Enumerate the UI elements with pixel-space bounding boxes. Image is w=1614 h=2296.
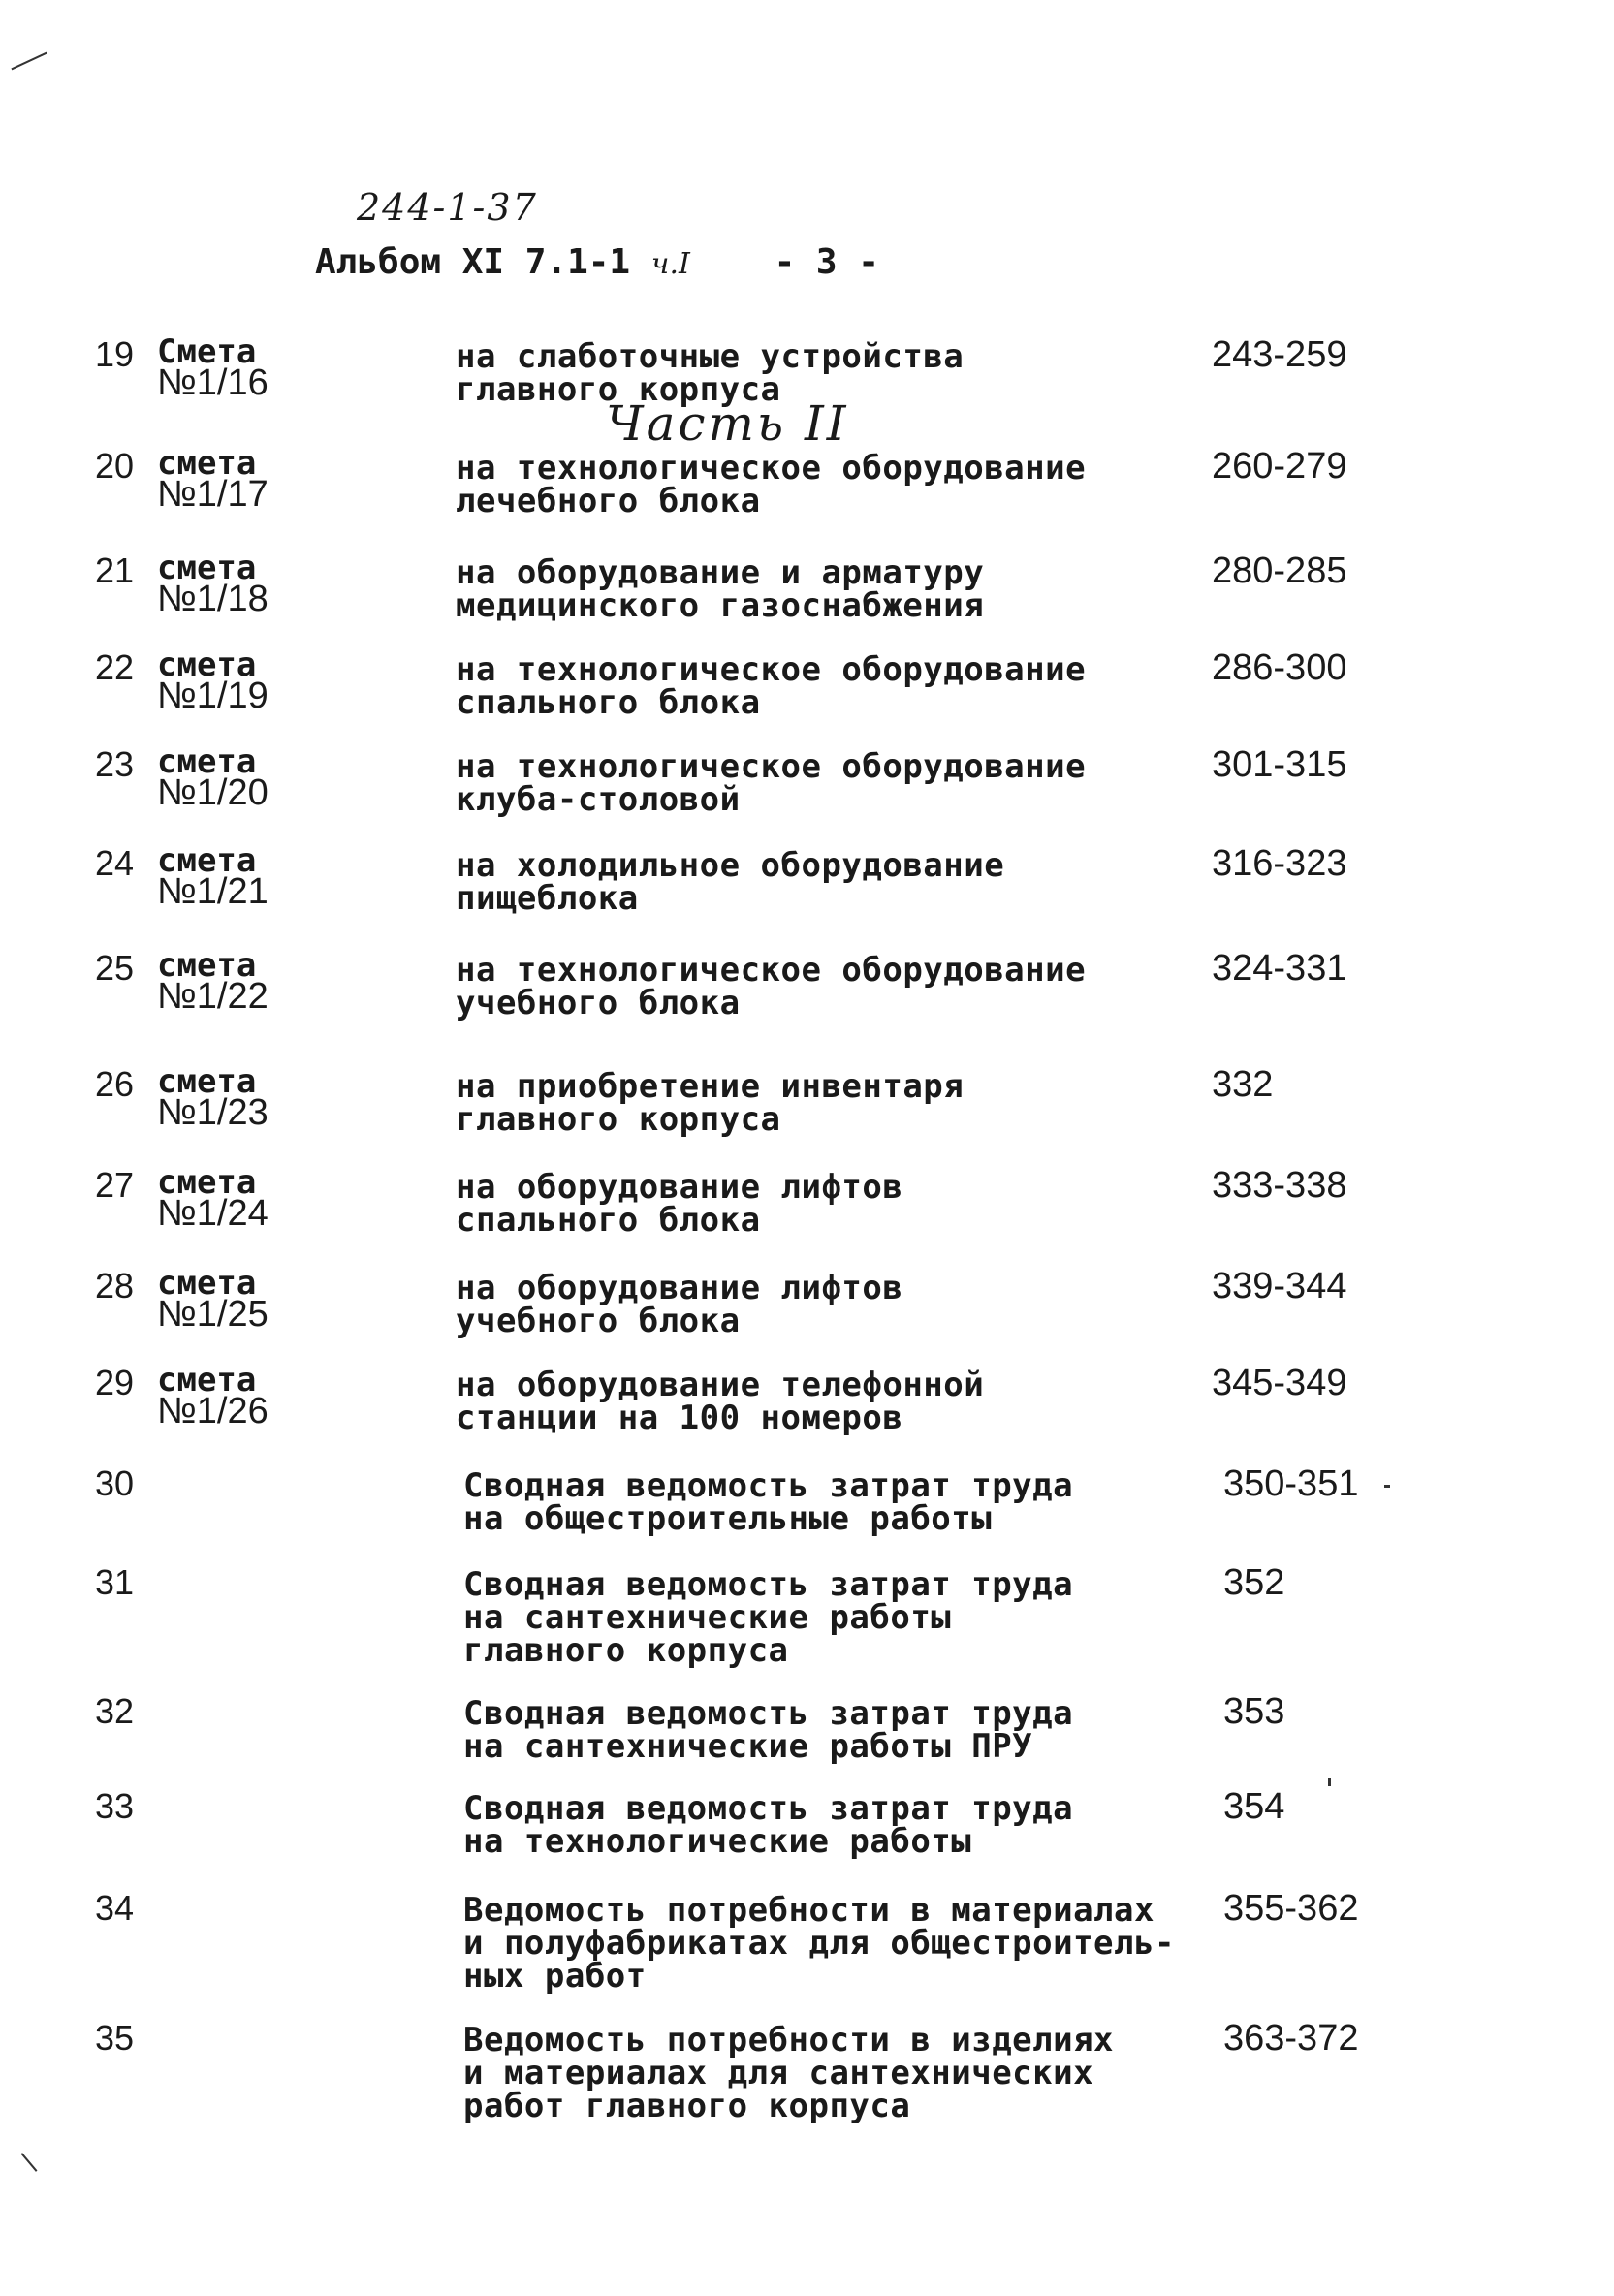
row-number: 28 — [95, 1266, 135, 1305]
row-description — [456, 553, 985, 625]
estimate-label: смета — [157, 841, 257, 880]
description-line: главного корпуса — [463, 1631, 789, 1670]
description-line: на технологическое оборудование — [456, 951, 1087, 990]
estimate-label: смета — [157, 1163, 257, 1202]
row-description — [456, 449, 1087, 520]
row-number: 30 — [95, 1463, 135, 1503]
row-description — [456, 1366, 985, 1437]
page-range: 243-259 — [1212, 334, 1347, 375]
description-line: учебного блока — [456, 1302, 741, 1340]
estimate-number: №1/19 — [157, 676, 269, 716]
estimate-label: смета — [157, 1264, 257, 1303]
estimate-ref — [157, 1361, 269, 1431]
page-range: 350-351 — [1223, 1463, 1359, 1504]
document-code: 244-1-37 — [357, 186, 538, 229]
estimate-number: №1/23 — [157, 1092, 269, 1133]
estimate-ref — [157, 742, 269, 813]
description-line: на технологическое оборудование — [456, 449, 1087, 488]
row-number: 29 — [95, 1363, 135, 1402]
estimate-label: смета — [157, 946, 257, 985]
estimate-label: смета — [157, 742, 257, 781]
estimate-ref — [157, 1062, 269, 1133]
album-title: Альбом XI 7.1-1 — [315, 242, 631, 282]
row-description — [456, 337, 965, 409]
description-line: станции на 100 номеров — [456, 1399, 903, 1437]
row-description — [456, 747, 1087, 819]
description-line: спального блока — [456, 1201, 761, 1240]
estimate-number: №1/24 — [157, 1193, 269, 1234]
estimate-label: смета — [157, 444, 257, 483]
description-line: на сантехнические работы — [463, 1598, 952, 1637]
row-description — [463, 1466, 1074, 1538]
row-description — [456, 650, 1087, 722]
description-line: пищеблока — [456, 879, 639, 918]
description-line: на оборудование и арматуру — [456, 553, 985, 592]
description-line: спального блока — [456, 683, 761, 722]
description-line: Сводная ведомость затрат труда — [463, 1565, 1074, 1604]
row-number: 32 — [95, 1691, 135, 1731]
page-range: 345-349 — [1212, 1363, 1347, 1403]
description-line: главного корпуса — [456, 370, 781, 409]
estimate-ref — [157, 549, 269, 619]
row-number: 27 — [95, 1165, 135, 1205]
estimate-number: №1/16 — [157, 362, 269, 403]
estimate-number: №1/25 — [157, 1294, 269, 1335]
description-line: на оборудование телефонной — [456, 1366, 985, 1404]
row-number: 33 — [95, 1786, 135, 1826]
estimate-ref — [157, 946, 269, 1017]
estimate-number: №1/20 — [157, 772, 269, 813]
description-line: на технологические работы — [463, 1822, 972, 1861]
page-range: 333-338 — [1212, 1165, 1347, 1206]
row-number: 24 — [95, 843, 135, 883]
part-mark: ч.I — [650, 247, 690, 281]
estimate-number: №1/26 — [157, 1391, 269, 1431]
page-range: 316-323 — [1212, 843, 1347, 884]
row-number: 34 — [95, 1888, 135, 1928]
description-line: работ главного корпуса — [463, 2087, 911, 2125]
row-number: 19 — [95, 334, 135, 374]
estimate-number: №1/21 — [157, 871, 269, 912]
scan-mark — [1384, 1485, 1390, 1488]
row-description — [463, 1565, 1074, 1670]
row-number: 31 — [95, 1562, 135, 1602]
row-number: 22 — [95, 647, 135, 687]
page-range: 260-279 — [1212, 446, 1347, 487]
estimate-number: №1/17 — [157, 474, 269, 515]
row-description — [463, 2021, 1115, 2125]
estimate-ref — [157, 1163, 269, 1234]
page-range: 354 — [1223, 1786, 1285, 1827]
estimate-ref — [157, 332, 269, 403]
description-line: медицинского газоснабжения — [456, 586, 985, 625]
row-description — [456, 846, 1005, 918]
description-line: Ведомость потребности в изделиях — [463, 2021, 1115, 2060]
estimate-ref — [157, 645, 269, 716]
description-line: Сводная ведомость затрат труда — [463, 1466, 1074, 1505]
description-line: Сводная ведомость затрат труда — [463, 1789, 1074, 1828]
description-line: на холодильное оборудование — [456, 846, 1005, 885]
estimate-ref — [157, 1264, 269, 1335]
page-range: 324-331 — [1212, 948, 1347, 989]
estimate-label: смета — [157, 549, 257, 587]
description-line: Ведомость потребности в материалах — [463, 1891, 1155, 1930]
description-line: на приобретение инвентаря — [456, 1067, 965, 1106]
estimate-label: смета — [157, 1062, 257, 1101]
page-range: 339-344 — [1212, 1266, 1347, 1306]
row-description — [456, 951, 1087, 1022]
description-line: главного корпуса — [456, 1100, 781, 1139]
album-header — [315, 242, 879, 282]
estimate-label: Смета — [157, 332, 257, 371]
row-number: 26 — [95, 1064, 135, 1104]
page-range: 301-315 — [1212, 744, 1347, 785]
row-description — [463, 1789, 1074, 1861]
part-heading: Часть II — [606, 395, 849, 452]
row-number: 25 — [95, 948, 135, 988]
description-line: на технологическое оборудование — [456, 747, 1087, 786]
page-number: - 3 - — [774, 242, 879, 282]
row-number: 23 — [95, 744, 135, 784]
description-line: и материалах для сантехнических — [463, 2054, 1094, 2092]
description-line: клуба-столовой — [456, 780, 741, 819]
row-description — [456, 1168, 903, 1240]
page-range: 352 — [1223, 1562, 1285, 1603]
row-number: 35 — [95, 2018, 135, 2058]
estimate-number: №1/18 — [157, 579, 269, 619]
description-line: на общестроительные работы — [463, 1499, 993, 1538]
description-line: учебного блока — [456, 984, 741, 1022]
description-line: на слаботочные устройства — [456, 337, 965, 376]
estimate-ref — [157, 444, 269, 515]
page-range: 286-300 — [1212, 647, 1347, 688]
description-line: на сантехнические работы ПРУ — [463, 1727, 1033, 1766]
description-line: лечебного блока — [456, 482, 761, 520]
page-range: 280-285 — [1212, 550, 1347, 591]
page-range: 332 — [1212, 1064, 1274, 1105]
estimate-ref — [157, 841, 269, 912]
scan-mark — [11, 52, 47, 71]
row-description — [456, 1067, 965, 1139]
row-description — [463, 1891, 1175, 1996]
estimate-label: смета — [157, 645, 257, 684]
page-range: 353 — [1223, 1691, 1285, 1732]
row-number: 20 — [95, 446, 135, 486]
description-line: на технологическое оборудование — [456, 650, 1087, 689]
description-line: ных работ — [463, 1957, 647, 1996]
page-range: 355-362 — [1223, 1888, 1359, 1929]
description-line: и полуфабрикатах для общестроитель- — [463, 1924, 1175, 1963]
estimate-label: смета — [157, 1361, 257, 1400]
scan-mark — [21, 2153, 38, 2172]
page-range: 363-372 — [1223, 2018, 1359, 2059]
description-line: на оборудование лифтов — [456, 1168, 903, 1207]
scan-mark — [1328, 1778, 1331, 1786]
row-description — [456, 1269, 903, 1340]
description-line: на оборудование лифтов — [456, 1269, 903, 1307]
description-line: Сводная ведомость затрат труда — [463, 1694, 1074, 1733]
row-description — [463, 1694, 1074, 1766]
estimate-number: №1/22 — [157, 976, 269, 1017]
row-number: 21 — [95, 550, 135, 590]
